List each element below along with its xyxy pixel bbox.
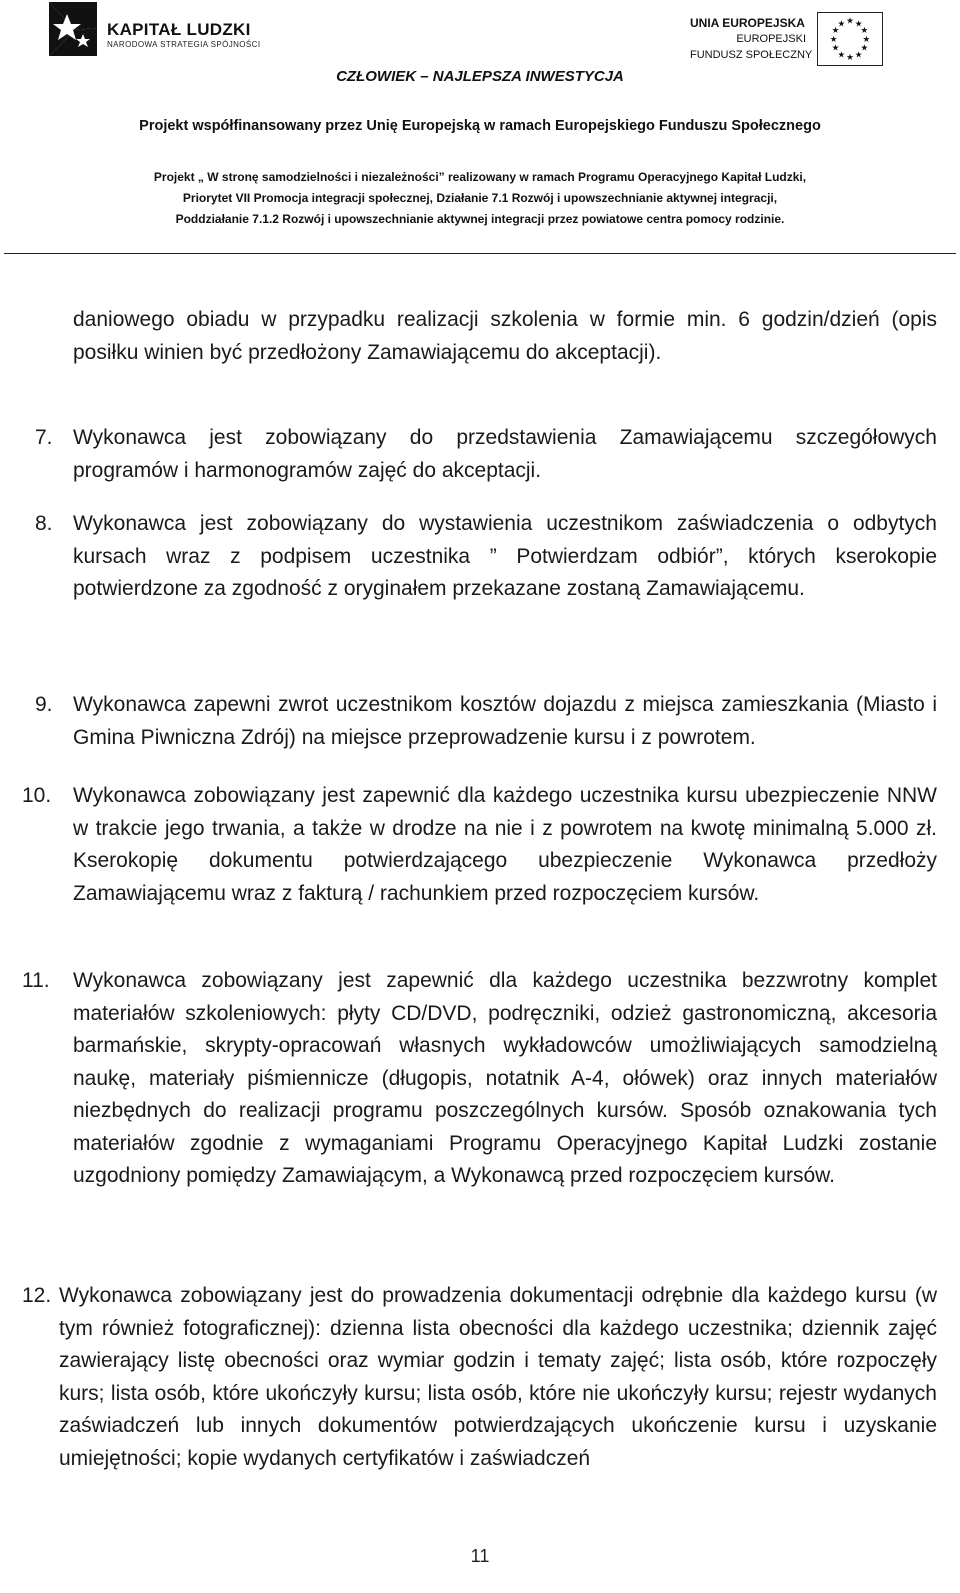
list-item-text: Wykonawca zobowiązany jest zapewnić dla każdego uczestnika kursu ubezpieczenie NNW w trakcie jego trwania, a także w drodze na nie i z powrotem na kwotę minimalną 5.000 zł. Kserokopię dokumentu potwierdzającego ubezpieczenie Wykonawca przedłoży Zamawiającemu wraz z fakturą / rachunkiem przed rozpoczęciem kursów. <box>73 784 937 905</box>
svg-text:★: ★ <box>846 53 854 64</box>
list-item-text: Wykonawca jest zobowiązany do wystawienia uczestnikom zaświadczenia o odbytych kursach wraz z podpisem uczestnika ” Potwierdzam odbiór”, których kserokopie potwierdzone za zgodność z oryginałem przekazane zostaną Zamawiającemu. <box>73 512 937 600</box>
list-item-number: 7. <box>35 426 53 449</box>
logo-left-subtitle: NARODOWA STRATEGIA SPÓJNOŚCI <box>107 40 261 49</box>
list-item-number: 10. <box>22 784 52 807</box>
list-item-number: 12. <box>22 1284 52 1307</box>
svg-text:★: ★ <box>846 16 854 27</box>
slogan: CZŁOWIEK – NAJLEPSZA INWESTYCJA <box>336 68 624 85</box>
page-number: 11 <box>470 1546 490 1566</box>
eu-logo-line1: UNIA EUROPEJSKA <box>690 16 805 30</box>
list-item-number: 8. <box>35 512 53 535</box>
logo-left-brand: KAPITAŁ LUDZKI <box>107 20 251 39</box>
project-description <box>0 167 960 230</box>
kapital-ludzki-logo <box>45 0 275 62</box>
list-item-text: Wykonawca zapewni zwrot uczestnikom kosztów dojazdu z miejsca zamieszkania (Miasto i Gmina Piwniczna Zdrój) na miejsce przeprowadzenie kursu i z powrotem. <box>73 693 937 749</box>
list-item-text: Wykonawca zobowiązany jest zapewnić dla każdego uczestnika bezzwrotny komplet materiałów szkoleniowych: płyty CD/DVD, podręczniki, odzież gastronomiczną, akcesoria barmańskie, skrypty-opracowań własnych wykładowców umożliwiających samodzielną naukę, materiały piśmiennicze (długopis, notatnik A-4, ołówek) oraz innych materiałów niezbędnych do realizacji programu poszczególnych kursów. Sposób oznakowania tych materiałów zgodnie z wymaganiami Programu Operacyjnego Kapitał Ludzki zostanie uzgodniony pomiędzy Zamawiającym, a Wykonawcą przed rozpoczęciem kursów. <box>73 969 937 1187</box>
project-line-1: Projekt „ W stronę samodzielności i niezależności” realizowany w ramach Programu Operacyjnego Kapitał Ludzki, <box>153 170 807 184</box>
svg-text:★: ★ <box>860 26 869 37</box>
svg-text:★: ★ <box>854 50 863 61</box>
svg-text:★: ★ <box>837 50 846 61</box>
kapital-ludzki-emblem-icon <box>45 0 101 58</box>
svg-text:★: ★ <box>854 19 863 30</box>
list-item-number: 11. <box>22 969 50 992</box>
eu-logo-line3: FUNDUSZ SPOŁECZNY <box>690 49 813 61</box>
svg-text:★: ★ <box>860 43 869 54</box>
header-divider <box>4 253 956 254</box>
document-header <box>0 0 960 262</box>
svg-text:★: ★ <box>829 34 838 45</box>
eu-flag-icon <box>817 12 883 66</box>
eu-logo <box>690 12 920 72</box>
project-line-3: Poddziałanie 7.1.2 Rozwój i upowszechnianie aktywnej integracji przez powiatowe centra pomocy rodzinie. <box>175 212 785 226</box>
svg-text:★: ★ <box>862 34 871 45</box>
continuation-paragraph: daniowego obiadu w przypadku realizacji szkolenia w formie min. 6 godzin/dzień (opis posiłku winien być przedłożony Zamawiającemu do akceptacji). <box>73 308 937 364</box>
svg-text:★: ★ <box>837 19 846 30</box>
svg-text:★: ★ <box>831 43 840 54</box>
list-item-text: Wykonawca jest zobowiązany do przedstawienia Zamawiającemu szczegółowych programów i harmonogramów zajęć do akceptacji. <box>73 426 937 482</box>
svg-text:★: ★ <box>831 26 840 37</box>
eu-logo-line2: EUROPEJSKI <box>736 33 806 45</box>
project-line-2: Priorytet VII Promocja integracji społecznej, Działanie 7.1 Rozwój i upowszechnianie aktywnej integracji, <box>182 191 778 205</box>
list-item-text: Wykonawca zobowiązany jest do prowadzenia dokumentacji odrębnie dla każdego kursu (w tym również fotograficznej): dzienna lista obecności dla każdego uczestnika; dziennik zajęć zawierający listę obecności oraz wymiar godzin i tematy zajęć; lista osób, które rozpoczęły kurs; lista osób, które ukończyły kursu; lista osób, które nie ukończyły kursu; rejestr wydanych zaświadczeń lub innych dokumentów potwierdzających ukończenie kursu i uzyskanie umiejętności; kopie wydanych certyfikatów i zaświadczeń <box>59 1284 937 1470</box>
cofinancing-line: Projekt współfinansowany przez Unię Europejską w ramach Europejskiego Funduszu Społecznego <box>139 118 821 134</box>
list-item-number: 9. <box>35 693 53 716</box>
